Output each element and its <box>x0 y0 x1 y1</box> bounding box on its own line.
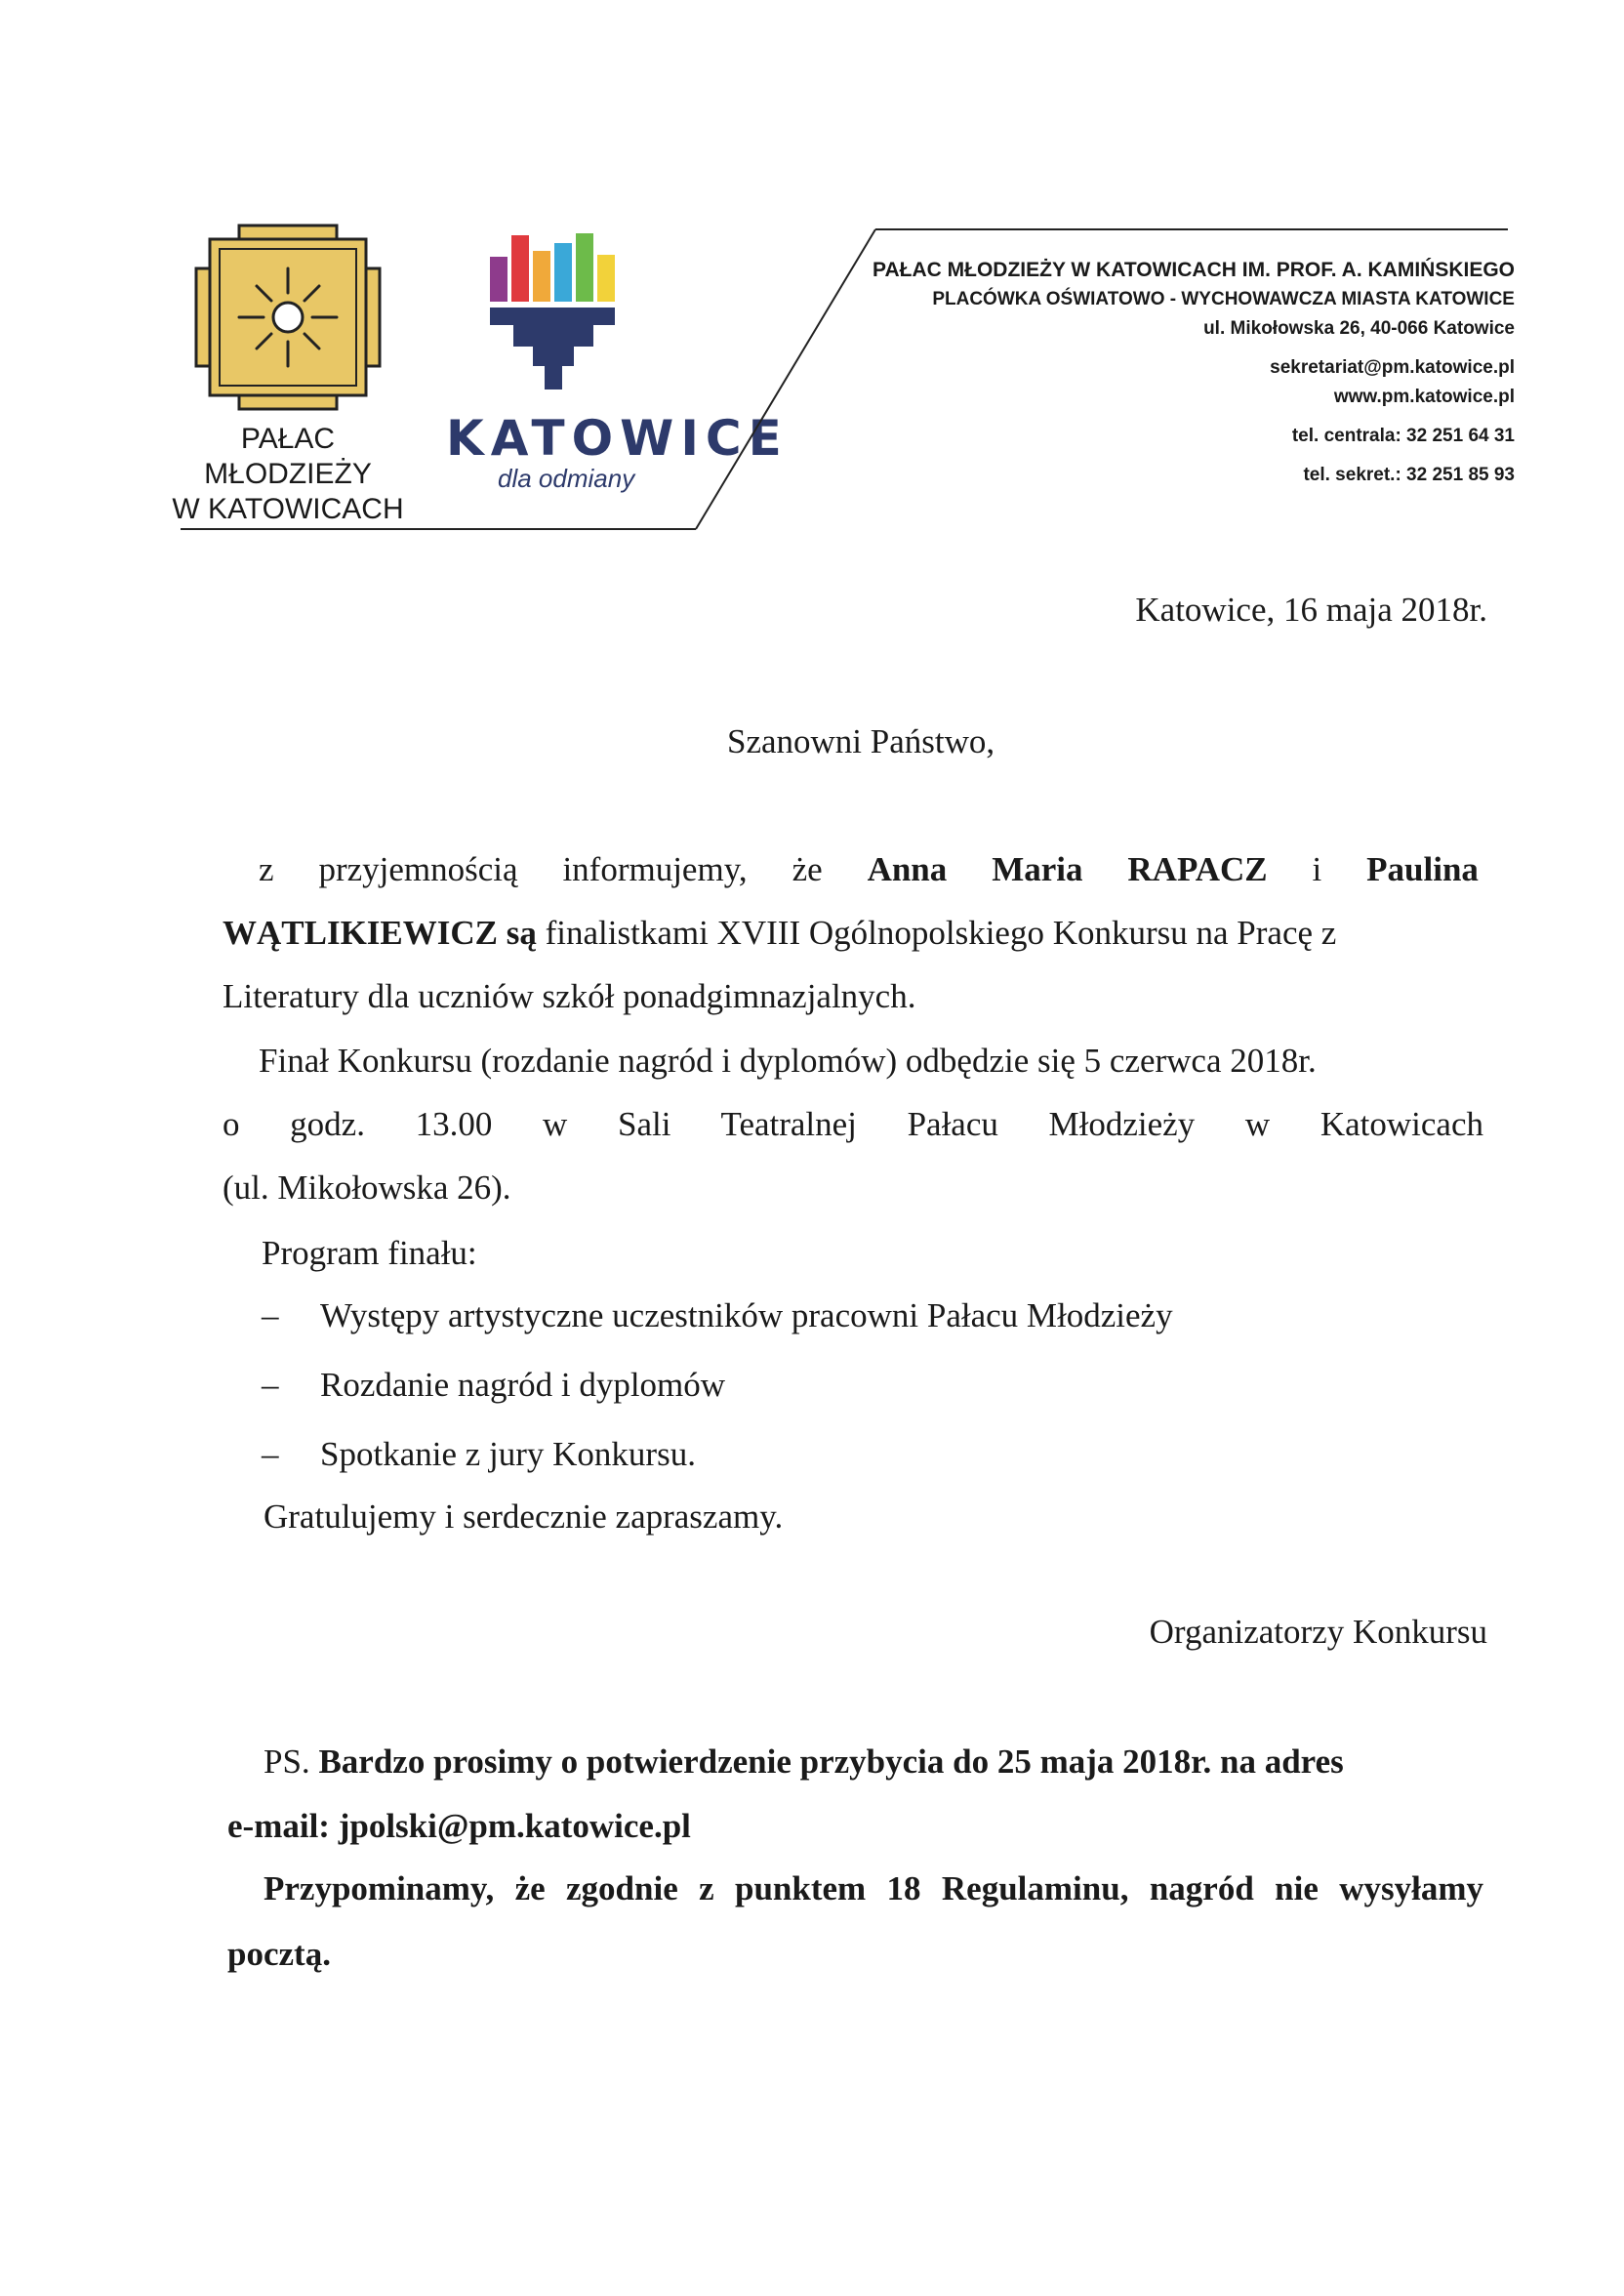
palac-logo-line1: PAŁAC MŁODZIEŻY <box>204 423 372 490</box>
paragraph2-line1: Finał Konkursu (rozdanie nagród i dyplomów) odbędzie się 5 czerwca 2018r. <box>259 1042 1317 1080</box>
program-item <box>262 1294 1173 1337</box>
program-item-text: Występy artystyczne uczestników pracowni Pałacu Młodzieży <box>320 1296 1173 1334</box>
palac-logo-line2: W KATOWICACH <box>172 493 404 525</box>
closing-line: Gratulujemy i serdecznie zapraszamy. <box>264 1497 784 1536</box>
program-item-text: Spotkanie z jury Konkursu. <box>320 1435 696 1473</box>
p1-word: z <box>259 850 274 888</box>
org-name: PAŁAC MŁODZIEŻY W KATOWICACH IM. PROF. A. KAMIŃSKIEGO <box>873 259 1515 281</box>
ps-email-line: e-mail: jpolski@pm.katowice.pl <box>227 1807 691 1845</box>
header-contact-block <box>753 256 1515 490</box>
p1-name-word: Anna <box>867 850 948 888</box>
reminder-line1: Przypominamy, że zgodnie z punktem 18 Regulaminu, nagród nie wysyłamy <box>264 1869 1483 1907</box>
bullet-dash: – <box>262 1435 279 1473</box>
p1-word: informujemy, <box>562 850 748 888</box>
ps-line1 <box>264 1741 1483 1784</box>
program-item <box>262 1433 696 1476</box>
paragraph1-line1 <box>259 848 1479 891</box>
paragraph1-line2 <box>223 912 1483 955</box>
signature: Organizatorzy Konkursu <box>1149 1613 1487 1651</box>
org-type: PLACÓWKA OŚWIATOWO - WYCHOWAWCZA MIASTA KATOWICE <box>932 289 1515 309</box>
p1-name-word: Paulina <box>1366 850 1479 888</box>
org-email: sekretariat@pm.katowice.pl <box>1270 357 1515 378</box>
paragraph1-line3: Literatury dla uczniów szkół ponadgimnazjalnych. <box>223 977 916 1015</box>
date-line: Katowice, 16 maja 2018r. <box>1135 591 1487 629</box>
katowice-logo-word: KATOWICE <box>446 410 789 467</box>
salutation: Szanowni Państwo, <box>727 722 995 760</box>
program-item <box>262 1364 726 1407</box>
p1-line2-bold: WĄTLIKIEWICZ są <box>223 914 537 952</box>
program-heading: Program finału: <box>262 1234 477 1272</box>
phone-secretary: tel. sekret.: 32 251 85 93 <box>1303 465 1515 485</box>
p1-word: i <box>1312 850 1322 888</box>
ps-label: PS. <box>264 1742 310 1781</box>
org-website: www.pm.katowice.pl <box>1333 387 1515 407</box>
katowice-logo-tagline: dla odmiany <box>498 464 635 493</box>
bullet-dash: – <box>262 1296 279 1334</box>
p1-word: przyjemnością <box>318 850 518 888</box>
program-item-text: Rozdanie nagród i dyplomów <box>320 1366 726 1404</box>
p1-word: że <box>792 850 823 888</box>
ps-text: Bardzo prosimy o potwierdzenie przybycia do 25 maja 2018r. na adres <box>318 1742 1344 1781</box>
paragraph2-line3: (ul. Mikołowska 26). <box>223 1168 511 1207</box>
paragraph2-line2: o godz. 13.00 w Sali Teatralnej Pałacu Młodzieży w Katowicach <box>223 1105 1483 1143</box>
bullet-dash: – <box>262 1366 279 1404</box>
reminder-line2: pocztą. <box>227 1935 331 1973</box>
p1-name-word: Maria <box>992 850 1083 888</box>
org-address: ul. Mikołowska 26, 40-066 Katowice <box>1203 318 1515 339</box>
p1-line2-rest: finalistkami XVIII Ogólnopolskiego Konkursu na Pracę z <box>536 914 1337 952</box>
phone-central: tel. centrala: 32 251 64 31 <box>1291 426 1515 446</box>
p1-name-word: RAPACZ <box>1127 850 1268 888</box>
